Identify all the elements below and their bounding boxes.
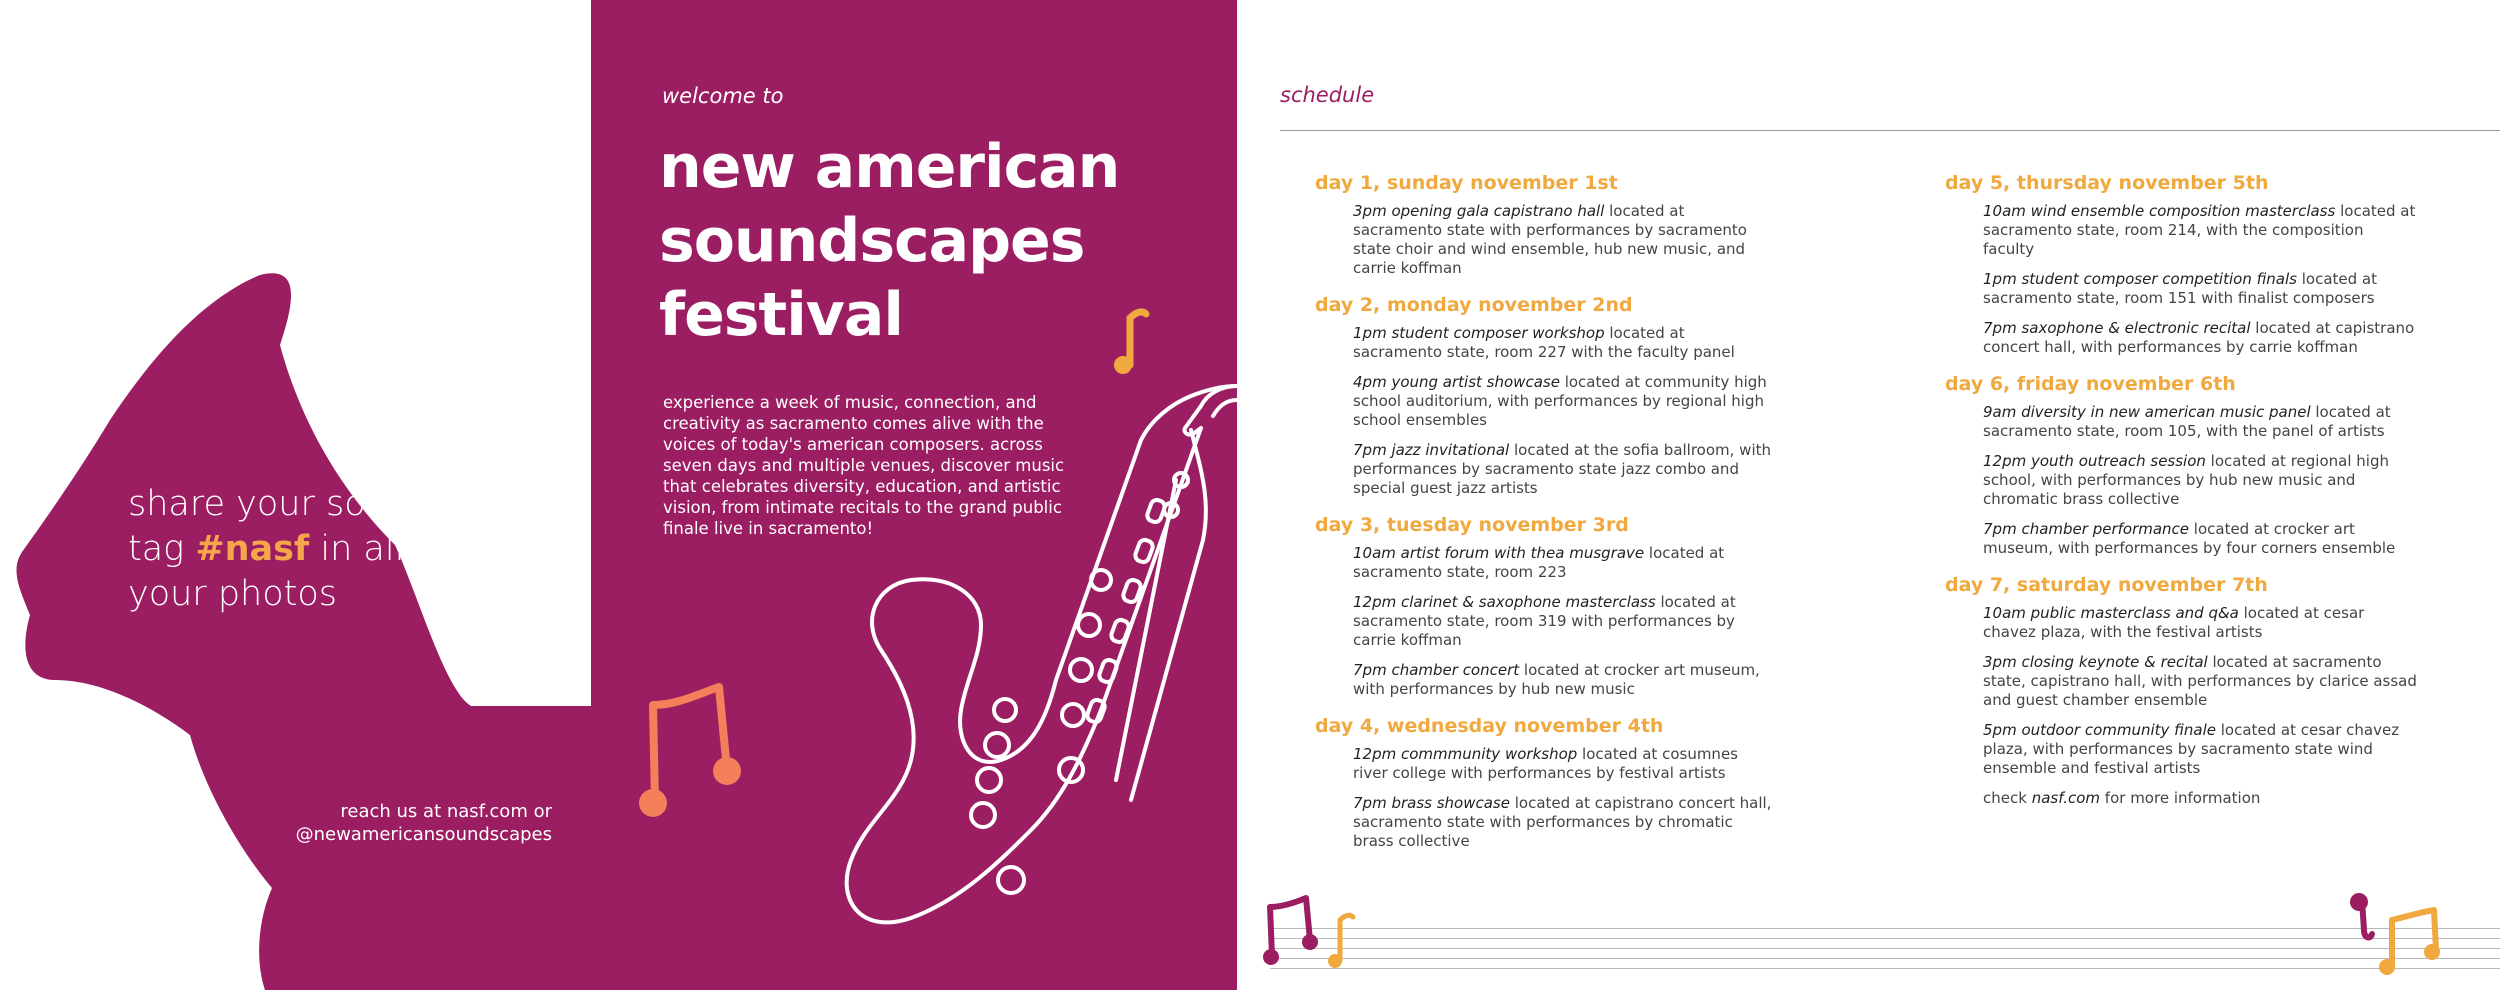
schedule-event [1983,721,2417,778]
schedule-event [1983,604,2417,642]
day-heading: day 1, sunday november 1st [1315,172,1618,194]
event-details: located at capistrano concert hall, sacramento state with performances by chromatic brass collective [1353,794,1772,850]
schedule-event [1353,544,1777,582]
schedule-day [1947,170,2417,357]
schedule-event [1983,403,2417,441]
event-title: 7pm chamber concert [1353,661,1520,679]
day-heading: day 6, friday november 6th [1945,373,2236,395]
share-tag-prefix: tag [128,529,196,569]
saxophone-illustration [841,380,1237,940]
day-heading: day 4, wednesday november 4th [1315,715,1664,737]
welcome-panel [591,0,1237,990]
schedule-event [1353,202,1777,278]
event-title: 5pm outdoor community finale [1983,721,2216,739]
event-details: located at sacramento state, room 319 with performances by carrie koffman [1353,593,1736,649]
share-line-3: your photos [128,574,338,614]
event-details: located at community high school auditorium, with performances by regional high school ensembles [1353,373,1767,429]
schedule-event [1353,794,1777,851]
day-heading: day 2, monday november 2nd [1315,294,1633,316]
staff-line-4 [1270,958,2500,959]
event-details: located at sacramento state, room 105, with the panel of artists [1983,403,2391,440]
schedule-heading: schedule [1280,83,1375,107]
event-title: 3pm opening gala capistrano hall [1353,202,1605,220]
event-details: located at regional high school, with performances by hub new music and chromatic brass collective [1983,452,2389,508]
event-details: located at sacramento state, room 223 [1353,544,1725,581]
schedule-day [1317,170,1777,278]
event-details: located at crocker art museum, with performances by four corners ensemble [1983,520,2396,557]
event-title: 12pm youth outreach session [1983,452,2206,470]
schedule-event [1983,202,2417,259]
heading-divider [1280,130,2500,131]
schedule-day [1317,512,1777,699]
event-title: 10am wind ensemble composition masterclass [1983,202,2336,220]
event-details: located at the sofia ballroom, with performances by sacramento state jazz combo and special guest jazz artists [1353,441,1772,497]
event-details: located at sacramento state, room 151 with finalist composers [1983,270,2378,307]
event-details: located at sacramento state, room 227 with the faculty panel [1353,324,1735,361]
event-title: 1pm student composer workshop [1353,324,1605,342]
staff-line-5 [1270,968,2500,969]
title-line-1: new american [659,132,1120,202]
share-tag-suffix: in all [309,529,405,569]
schedule-day [1317,292,1777,498]
event-details: located at cosumnes river college with performances by festival artists [1353,745,1738,782]
event-title: 7pm saxophone & electronic recital [1983,319,2251,337]
schedule-event [1353,593,1777,650]
left-panel [0,0,591,990]
schedule-event [1353,661,1777,699]
event-title: 7pm jazz invitational [1353,441,1510,459]
schedule-event [1983,452,2417,509]
event-details: located at sacramento state, room 214, with the composition faculty [1983,202,2416,258]
event-details: located at sacramento state with performances by sacramento state choir and wind ensemble, hub new music, and carrie koffman [1353,202,1747,277]
event-title: 1pm student composer competition finals [1983,270,2297,288]
event-details: located at capistrano concert hall, with performances by carrie koffman [1983,319,2415,356]
share-message [128,482,488,617]
staff-line-2 [1270,938,2500,939]
welcome-label: welcome to [662,84,784,108]
day-heading: day 3, tuesday november 3rd [1315,514,1629,536]
schedule-event [1983,653,2417,710]
event-title: 10am public masterclass and q&a [1983,604,2239,622]
event-title: 7pm brass showcase [1353,794,1510,812]
music-note-orange-icon [631,675,761,825]
share-line-2 [128,527,488,572]
schedule-event [1353,441,1777,498]
schedule-event [1983,520,2417,558]
event-title: 7pm chamber performance [1983,520,2190,538]
event-details: located at cesar chavez plaza, with performances by sacramento state wind ensemble and festival artists [1983,721,2400,777]
event-title: 4pm young artist showcase [1353,373,1560,391]
schedule-event [1353,373,1777,430]
event-title: 9am diversity in new american music panel [1983,403,2311,421]
schedule-day [1317,713,1777,851]
festival-title [659,130,1119,352]
schedule-day [1947,572,2417,778]
event-title: 10am artist forum with thea musgrave [1353,544,1645,562]
day-heading: day 5, thursday november 5th [1945,172,2269,194]
schedule-event [1983,319,2417,357]
schedule-event [1983,270,2417,308]
schedule-day [1947,371,2417,558]
schedule-column-left [1317,170,1777,862]
event-details: located at crocker art museum, with performances by hub new music [1353,661,1760,698]
day-heading: day 7, saturday november 7th [1945,574,2268,596]
schedule-panel [1237,0,2500,990]
more-info-note [1983,789,2417,808]
staff-line-1 [1270,928,2500,929]
schedule-column-right [1947,170,2417,808]
event-title: 12pm clarinet & saxophone masterclass [1353,593,1656,611]
music-notes-right-icon [2342,890,2452,980]
event-title: 3pm closing keynote & recital [1983,653,2208,671]
event-title: 12pm commmunity workshop [1353,745,1578,763]
schedule-event [1353,745,1777,783]
music-note-gold-icon [1106,300,1156,380]
contact-line-2: @newamericansoundscapes [295,824,552,845]
staff-line-3 [1270,948,2500,949]
title-line-2: soundscapes [659,206,1085,276]
intro-text: experience a week of music, connection, and creativity as sacramento comes alive with the voices of today's american composers. across seven days and multiple venues, discover music that celebrates diversity, education, and artistic vision, from intimate recitals to the grand public finale live in sacramento! [663,393,1065,538]
music-notes-left-icon [1262,895,1362,975]
more-info-link[interactable]: nasf.com [2031,789,2101,807]
event-details: located at cesar chavez plaza, with the festival artists [1983,604,2365,641]
contact-info [250,800,552,846]
hashtag: #nasf [195,529,310,569]
share-line-1: share your sound, [128,484,444,524]
more-info-prefix: check [1983,789,2032,807]
event-details: located at sacramento state, capistrano hall, with performances by clarice assad and guest chamber ensemble [1983,653,2417,709]
contact-line-1: reach us at nasf.com or [340,801,552,822]
more-info-suffix: for more information [2100,789,2261,807]
schedule-event [1353,324,1777,362]
title-line-3: festival [659,280,903,350]
